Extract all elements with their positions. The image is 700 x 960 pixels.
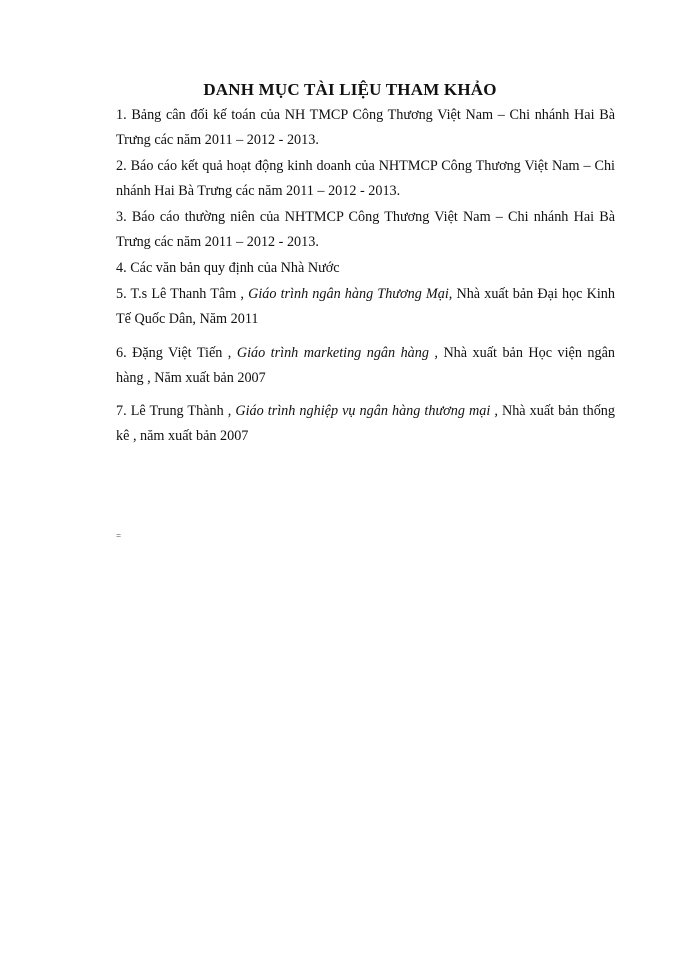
reference-item-3 bbox=[116, 205, 615, 255]
reference-item-5 bbox=[116, 282, 615, 332]
stray-mark: = bbox=[116, 531, 122, 541]
reference-item-7 bbox=[116, 399, 615, 449]
reference-item-1 bbox=[116, 103, 615, 153]
reference-item-6 bbox=[116, 341, 615, 391]
reference-publisher: Nhà xuất bản Học viện ngân hàng , Năm xuất bản 2007 bbox=[116, 345, 615, 386]
reference-text: 4. Các văn bản quy định của Nhà Nước bbox=[116, 260, 340, 276]
reference-publisher: Nhà xuất bản thống kê , năm xuất bản 2007 bbox=[116, 403, 615, 444]
reference-text: 7. Lê Trung Thành , bbox=[116, 403, 236, 419]
reference-text: 6. Đặng Việt Tiến , bbox=[116, 345, 237, 361]
reference-text: 5. T.s Lê Thanh Tâm , bbox=[116, 286, 249, 302]
reference-publisher: Nhà xuất bản Đại học Kinh Tế Quốc Dân, Năm 2011 bbox=[116, 286, 615, 327]
reference-item-4 bbox=[116, 256, 615, 281]
page-title: DANH MỤC TÀI LIỆU THAM KHẢO bbox=[203, 80, 497, 99]
reference-work-title: Giáo trình marketing ngân hàng , bbox=[236, 345, 438, 361]
reference-list bbox=[116, 103, 615, 449]
reference-work-title: Giáo trình ngân hàng Thương Mại, bbox=[248, 286, 453, 302]
reference-text: 2. Báo cáo kết quả hoạt động kinh doanh của NHTMCP Công Thương Việt Nam – Chi nhánh Hai Bà Trưng các năm 2011 – 2012 - 2013. bbox=[116, 158, 615, 199]
reference-item-2 bbox=[116, 154, 615, 204]
reference-text: 1. Bảng cân đối kế toán của NH TMCP Công Thương Việt Nam – Chi nhánh Hai Bà Trưng các năm 2011 – 2012 - 2013. bbox=[116, 107, 615, 148]
reference-work-title: Giáo trình nghiệp vụ ngân hàng thương mại , bbox=[235, 403, 498, 419]
reference-text: 3. Báo cáo thường niên của NHTMCP Công Thương Việt Nam – Chi nhánh Hai Bà Trưng các năm 2011 – 2012 - 2013. bbox=[116, 209, 615, 250]
